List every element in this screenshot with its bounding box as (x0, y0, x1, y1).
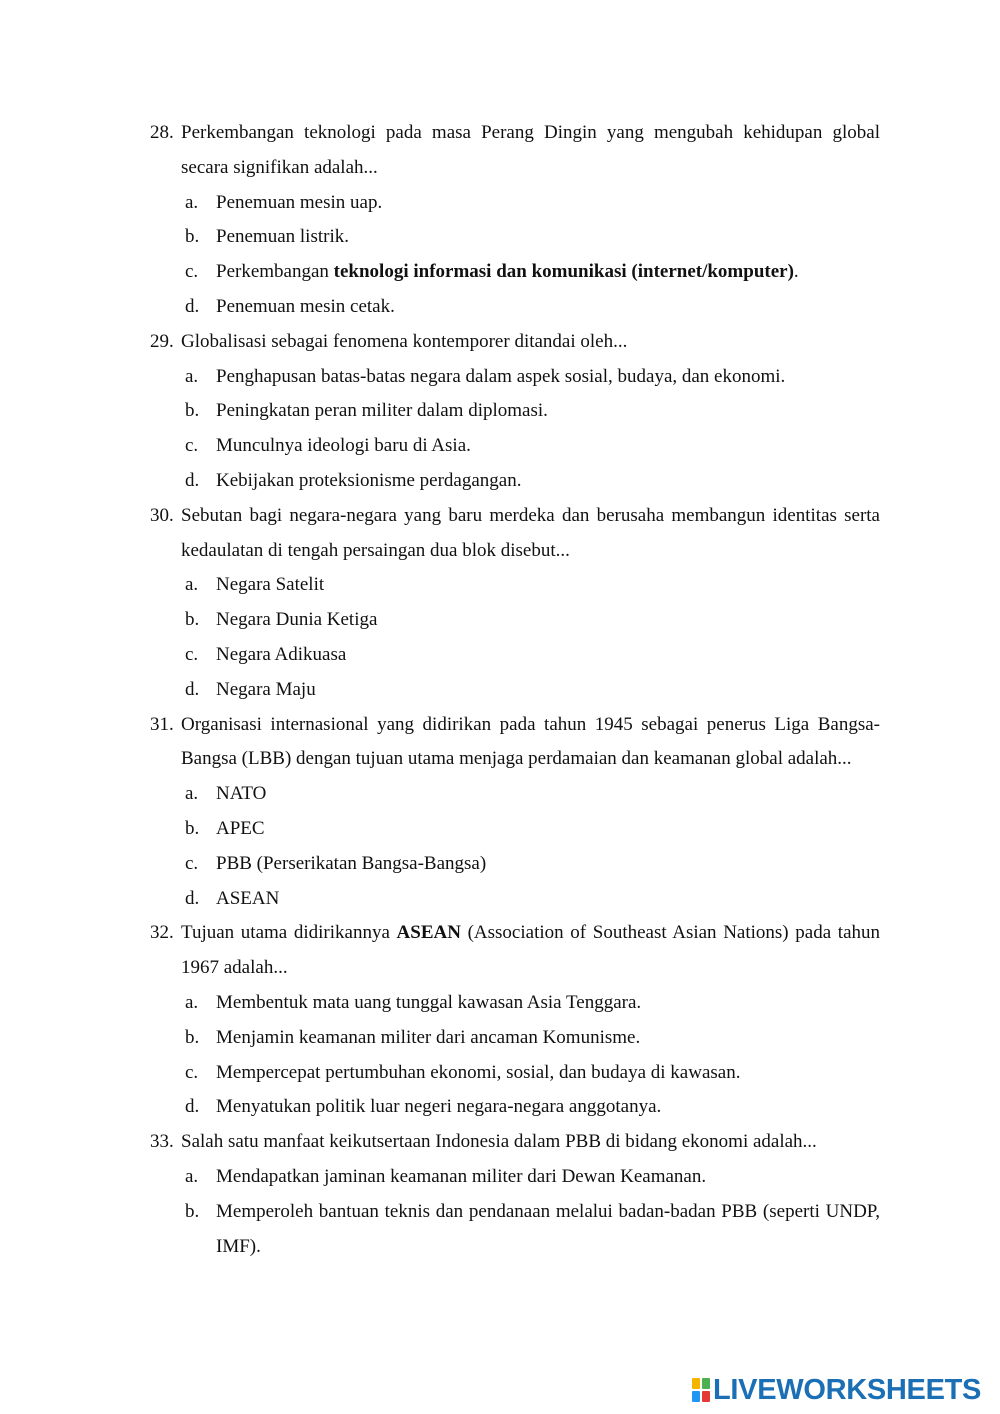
question-text-bold: ASEAN (396, 922, 461, 944)
answer-option[interactable] (181, 464, 880, 499)
option-text: Penemuan mesin uap. (216, 191, 383, 213)
option-letter: a. (185, 991, 199, 1013)
question-1 (150, 116, 880, 325)
option-letter: a. (185, 574, 199, 596)
question-4 (150, 708, 880, 917)
option-letter: a. (185, 783, 199, 805)
brand-name: LIVEWORKSHEETS (713, 1374, 982, 1406)
question-number: 28. (150, 122, 174, 143)
question-text (181, 325, 880, 360)
option-text: ASEAN (216, 887, 280, 909)
question-number: 30. (150, 504, 174, 526)
option-text: Penemuan listrik. (216, 226, 349, 248)
question-text-run: Sebutan bagi negara-negara yang baru merdeka dan berusaha membangun identitas serta kedaulatan di tengah persaingan dua blok disebut... (181, 504, 880, 561)
option-text: Memperoleh bantuan teknis dan pendanaan melalui badan-badan PBB (seperti UNDP, IMF). (216, 1200, 880, 1257)
option-text: Mempercepat pertumbuhan ekonomi, sosial, dan budaya di kawasan. (216, 1061, 741, 1083)
answer-option[interactable] (181, 429, 880, 464)
option-letter: d. (185, 887, 200, 909)
question-text-run: (Association of Southeast Asian Nations) pada tahun 1967 adalah... (181, 922, 881, 979)
question-text (181, 916, 880, 986)
question-text-run: Tujuan utama didirikannya (181, 922, 397, 944)
option-letter: b. (185, 1026, 200, 1048)
question-text-run: Salah satu manfaat keikutsertaan Indonesia dalam PBB di bidang ekonomi adalah... (181, 1131, 817, 1153)
answer-option[interactable] (181, 882, 880, 917)
option-text: PBB (Perserikatan Bangsa-Bangsa) (216, 852, 487, 874)
answer-option[interactable] (181, 986, 880, 1021)
option-text: NATO (216, 783, 267, 805)
option-letter: b. (185, 1200, 200, 1222)
answer-option[interactable] (181, 255, 880, 290)
answer-option[interactable] (181, 777, 880, 812)
question-number: 29. (150, 330, 174, 352)
option-text: Kebijakan proteksionisme perdagangan. (216, 469, 522, 491)
option-letter: d. (185, 678, 200, 700)
question-text (181, 1125, 880, 1160)
option-text: Negara Dunia Ketiga (216, 609, 378, 631)
option-letter: b. (185, 226, 200, 248)
option-text: Penemuan mesin cetak. (216, 295, 395, 317)
option-letter: a. (185, 365, 199, 387)
liveworksheets-brand (692, 1375, 981, 1405)
question-text (181, 116, 880, 186)
answer-option[interactable] (181, 1160, 880, 1195)
question-text-run: Perkembangan teknologi pada masa Perang Dingin yang mengubah kehidupan global secara signifikan adalah... (181, 122, 880, 178)
logo-square-2 (702, 1378, 710, 1389)
question-text (181, 708, 880, 778)
option-letter: a. (185, 1165, 199, 1187)
option-text-bold: teknologi informasi dan komunikasi (internet/komputer) (333, 261, 794, 283)
option-text: Mendapatkan jaminan keamanan militer dari Dewan Keamanan. (216, 1165, 707, 1187)
question-number: 32. (150, 922, 174, 944)
question-list (150, 116, 880, 1264)
answer-option[interactable] (181, 568, 880, 603)
answer-option[interactable] (181, 1021, 880, 1056)
option-letter: d. (185, 469, 200, 491)
logo-square-1 (692, 1378, 700, 1389)
option-text: Menjamin keamanan militer dari ancaman Komunisme. (216, 1026, 641, 1048)
answer-option[interactable] (181, 638, 880, 673)
option-text: Munculnya ideologi baru di Asia. (216, 435, 471, 457)
question-number: 31. (150, 713, 174, 735)
question-2 (150, 325, 880, 499)
option-letter: c. (185, 643, 199, 665)
option-text: Negara Maju (216, 678, 316, 700)
option-letter: b. (185, 400, 200, 422)
answer-option[interactable] (181, 603, 880, 638)
option-text: Penghapusan batas-batas negara dalam aspek sosial, budaya, dan ekonomi. (216, 365, 786, 387)
question-number: 33. (150, 1131, 174, 1153)
option-text: Negara Satelit (216, 574, 325, 596)
option-text: Perkembangan (216, 261, 334, 283)
option-text: Membentuk mata uang tunggal kawasan Asia Tenggara. (216, 991, 642, 1013)
question-text-run: Organisasi internasional yang didirikan pada tahun 1945 sebagai penerus Liga Bangsa-Bangsa (LBB) dengan tujuan utama menjaga perdamaian dan keamanan global adalah... (181, 713, 880, 770)
option-text: APEC (216, 817, 265, 839)
option-letter: b. (185, 609, 200, 631)
answer-option[interactable] (181, 290, 880, 325)
option-letter: a. (185, 191, 199, 213)
answer-option[interactable] (181, 812, 880, 847)
logo-square-3 (692, 1391, 700, 1402)
answer-option[interactable] (181, 847, 880, 882)
answer-option[interactable] (181, 1056, 880, 1091)
option-text: Peningkatan peran militer dalam diplomasi. (216, 400, 548, 422)
logo-square-4 (702, 1391, 710, 1402)
option-letter: b. (185, 817, 200, 839)
option-letter: c. (185, 852, 199, 874)
option-letter: c. (185, 1061, 199, 1083)
option-letter: c. (185, 261, 199, 283)
option-letter: d. (185, 295, 200, 317)
answer-option[interactable] (181, 1090, 880, 1125)
question-text-run: Globalisasi sebagai fenomena kontemporer ditandai oleh... (181, 330, 628, 352)
question-3 (150, 499, 880, 708)
question-text (181, 499, 880, 569)
question-5 (150, 916, 880, 1125)
answer-option[interactable] (181, 1195, 880, 1265)
answer-option[interactable] (181, 186, 880, 221)
question-6 (150, 1125, 880, 1264)
option-letter: c. (185, 435, 199, 457)
option-text: Negara Adikuasa (216, 643, 347, 665)
answer-option[interactable] (181, 673, 880, 708)
option-letter: d. (185, 1096, 200, 1118)
answer-option[interactable] (181, 360, 880, 395)
liveworksheets-logo-icon (692, 1378, 710, 1402)
answer-option[interactable] (181, 220, 880, 255)
option-text: . (793, 261, 799, 283)
answer-option[interactable] (181, 394, 880, 429)
option-text: Menyatukan politik luar negeri negara-negara anggotanya. (216, 1096, 662, 1118)
